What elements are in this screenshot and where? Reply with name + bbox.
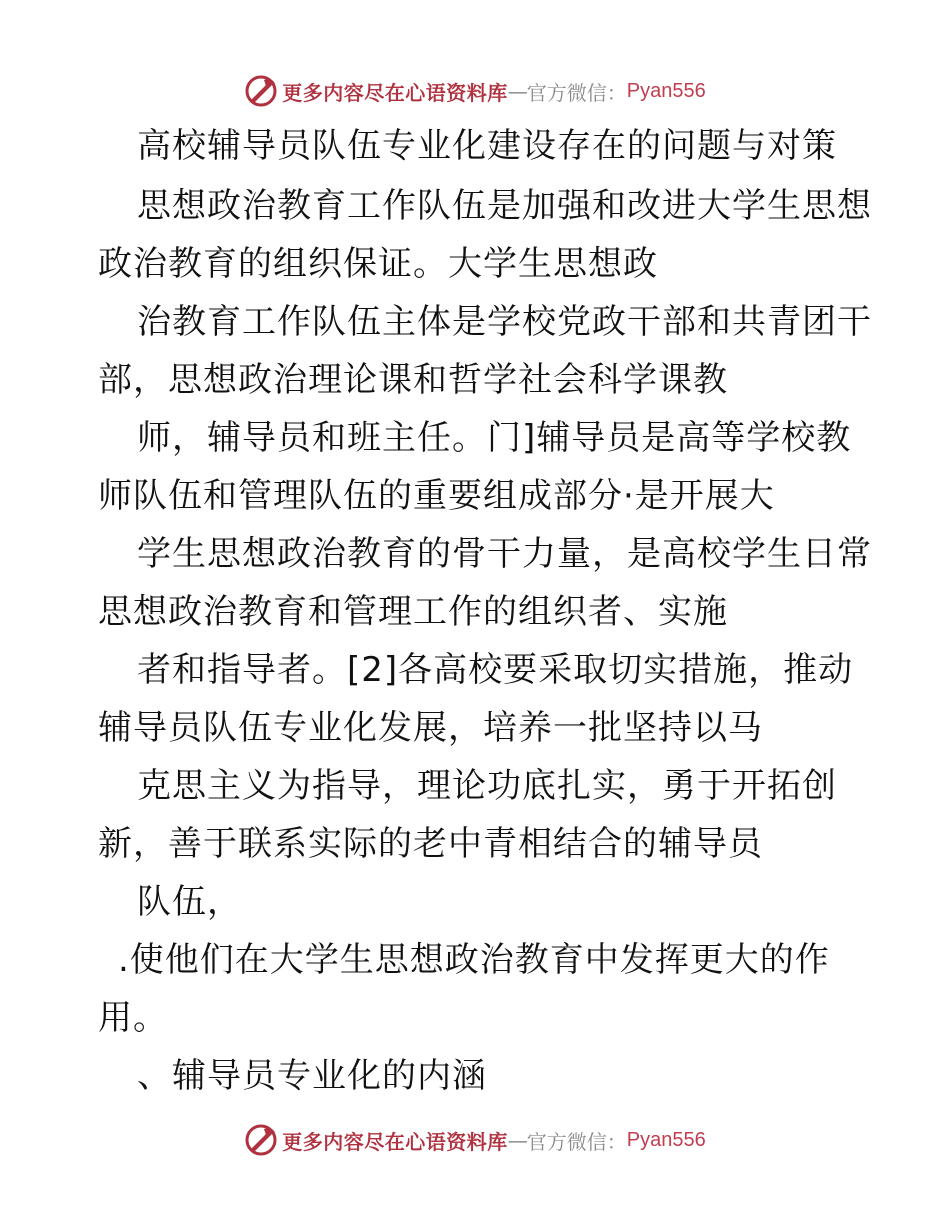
text-line: 政治教育的组织保证。大学生思想政 xyxy=(98,244,658,284)
text-line: 用。 xyxy=(98,998,168,1038)
text-line: 部，思想政治理论课和哲学社会科学课教 xyxy=(98,360,728,400)
text-line: 克思主义为指导，理论功底扎实，勇于开拓创 xyxy=(137,766,837,806)
text-line: 治教育工作队伍主体是学校党政干部和共青团干 xyxy=(137,302,872,342)
text-line: 思想政治教育工作队伍是加强和改进大学生思想 xyxy=(137,186,872,226)
watermark-dash: — xyxy=(507,79,527,103)
watermark-wechat-label: 官方微信： xyxy=(526,1129,627,1154)
text-line: 新，善于联系实际的老中青相结合的辅导员 xyxy=(98,824,763,864)
watermark-wechat-label: 官方微信： xyxy=(526,80,627,105)
text-line: .使他们在大学生思想政治教育中发挥更大的作 xyxy=(118,940,830,980)
document-title: 高校辅导员队伍专业化建设存在的问题与对策 xyxy=(137,126,837,166)
quill-logo-icon xyxy=(244,1123,278,1157)
text-line: 辅导员队伍专业化发展，培养一批坚持以马 xyxy=(98,708,763,748)
watermark-dash: — xyxy=(507,1128,527,1152)
watermark-banner-bottom xyxy=(0,1120,950,1160)
section-heading: 、辅导员专业化的内涵 xyxy=(137,1056,487,1096)
text-line: 师，辅导员和班主任。门]辅导员是高等学校教 xyxy=(137,418,852,458)
text-line: 队伍， xyxy=(137,882,242,922)
watermark-text: 更多内容尽在心语资料库 xyxy=(282,80,508,105)
watermark-wechat-id: Pyan556 xyxy=(626,1128,706,1151)
text-line: 者和指导者。[2]各高校要采取切实措施，推动 xyxy=(137,650,854,690)
text-line: 学生思想政治教育的骨干力量，是高校学生日常 xyxy=(137,534,872,574)
watermark-wechat-id: Pyan556 xyxy=(626,79,706,102)
text-line: 思想政治教育和管理工作的组织者、实施 xyxy=(98,592,728,632)
watermark-text: 更多内容尽在心语资料库 xyxy=(282,1129,508,1154)
text-line: 师队伍和管理队伍的重要组成部分·是开展大 xyxy=(98,476,775,516)
